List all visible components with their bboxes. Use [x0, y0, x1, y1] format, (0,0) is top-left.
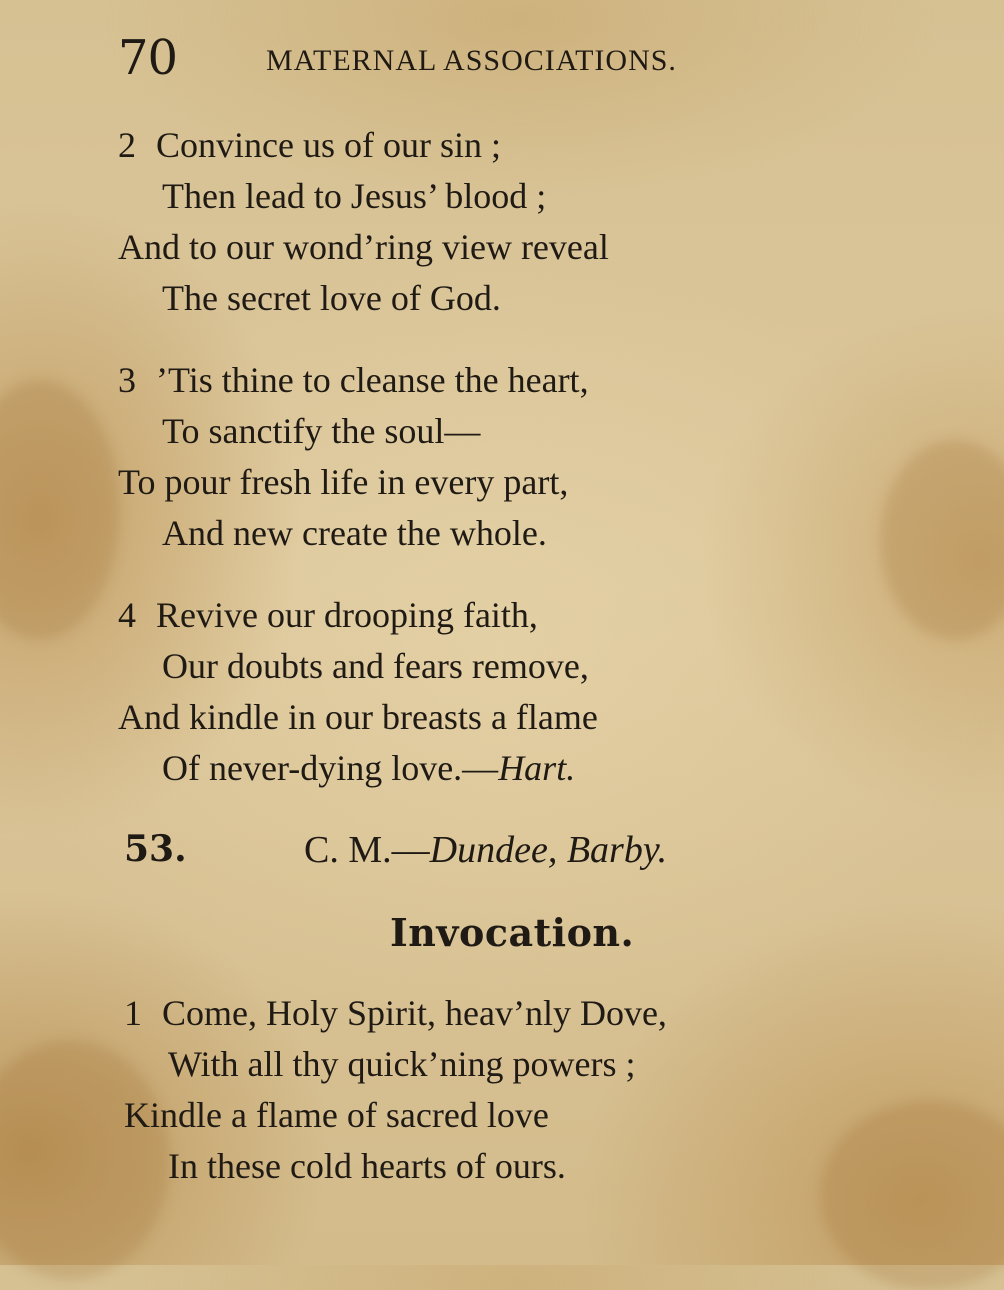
stanza-4 — [118, 590, 598, 794]
stanza-number: 4 — [118, 595, 136, 635]
stanza-number: 2 — [118, 125, 136, 165]
stanza-line: With all thy quick’ning powers ; — [168, 1044, 636, 1084]
stanza-line: Of never-dying love.—Hart. — [162, 748, 576, 788]
stanza-line: Then lead to Jesus’ blood ; — [162, 176, 547, 216]
hymn-tunes: Dundee, Barby. — [429, 829, 668, 871]
stanza-line: The secret love of God. — [162, 278, 501, 318]
stanza-line: To pour fresh life in every part, — [118, 462, 569, 502]
hymn-header — [124, 828, 824, 878]
running-title: MATERNAL ASSOCIATIONS. — [266, 44, 677, 77]
stanza-line: 2 Convince us of our sin ; — [118, 120, 609, 171]
page-number: 70 — [118, 30, 178, 86]
stanza-line: Our doubts and fears remove, — [162, 646, 589, 686]
stanza-1 — [124, 988, 667, 1192]
stanza-line: Kindle a flame of sacred love — [124, 1095, 549, 1135]
stanza-line: And kindle in our breasts a flame — [118, 697, 598, 737]
stanza-line: 1 Come, Holy Spirit, heav’nly Dove, — [124, 988, 667, 1039]
stanza-line: And new create the whole. — [162, 513, 547, 553]
stanza-line: 4 Revive our drooping faith, — [118, 590, 598, 641]
hymn-number: 53. — [124, 828, 187, 870]
stanza-line: To sanctify the soul— — [162, 411, 481, 451]
hymn-title: Invocation. — [390, 910, 635, 955]
hymn-author: Hart. — [498, 748, 576, 788]
hymn-meter: C. M.—Dundee, Barby. — [304, 829, 668, 871]
stanza-line: And to our wond’ring view reveal — [118, 227, 609, 267]
stanza-number: 3 — [118, 360, 136, 400]
stanza-line: 3 ’Tis thine to cleanse the heart, — [118, 355, 589, 406]
stanza-3 — [118, 355, 589, 559]
stanza-line: In these cold hearts of ours. — [168, 1146, 566, 1186]
stanza-number: 1 — [124, 993, 142, 1033]
running-head — [118, 30, 838, 86]
stanza-2 — [118, 120, 609, 324]
